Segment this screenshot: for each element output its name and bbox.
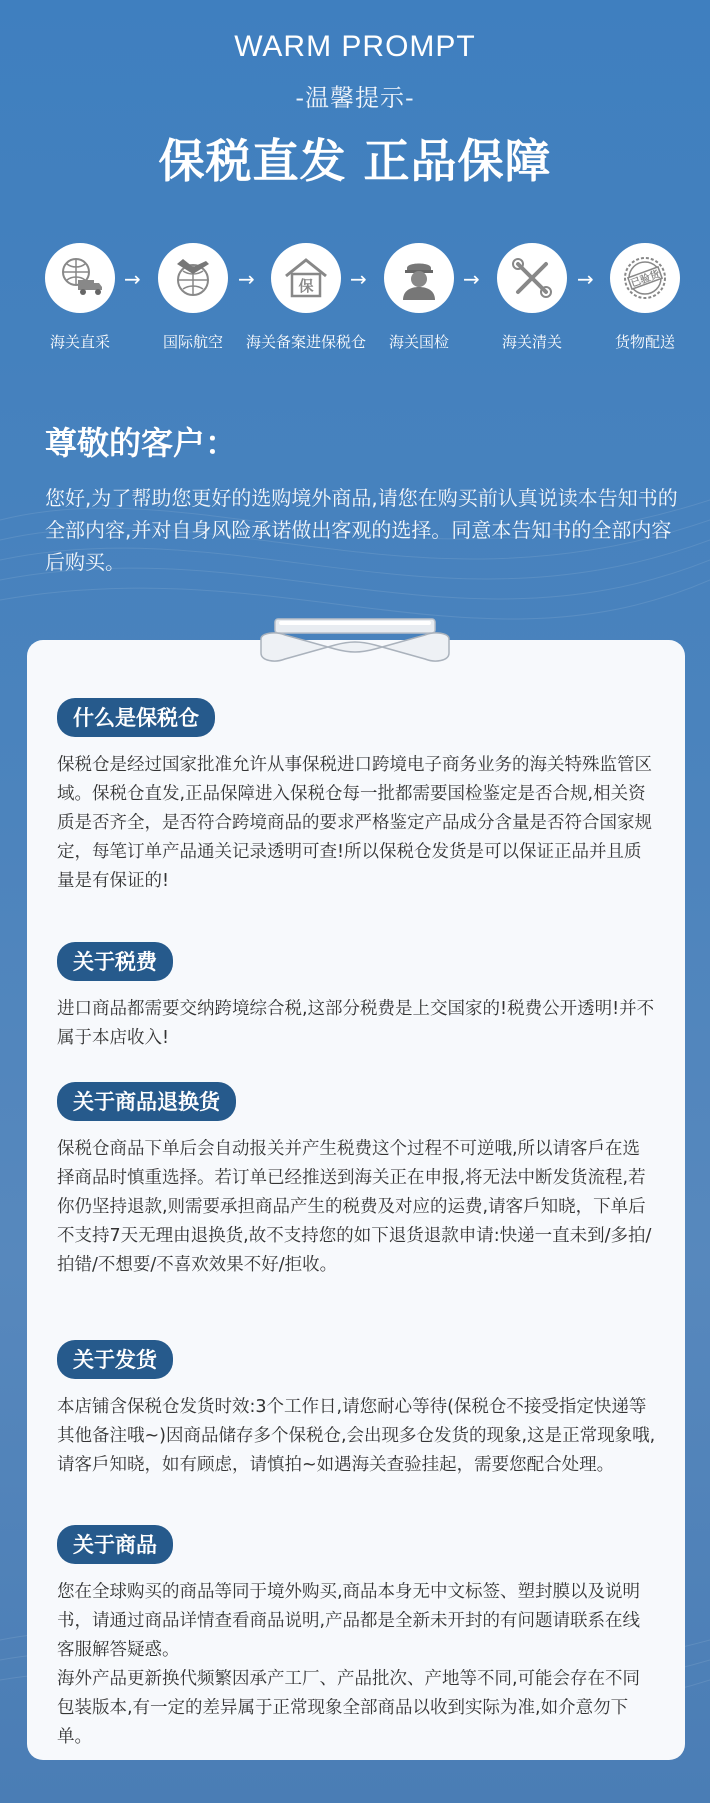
step-bonded-warehouse: [241, 243, 371, 352]
step-customs-clearance: [467, 243, 597, 352]
svg-text:已验货: 已验货: [629, 269, 662, 290]
title-cn: -温馨提示-: [295, 84, 415, 112]
section-shipping: [57, 1340, 657, 1480]
svg-text:保: 保: [298, 277, 314, 295]
section-text: 保税仓商品下单后会自动报关并产生税费这个过程不可逆哦,所以请客戶在选择商品时慎重选择。若订单已经推送到海关正在申报,将无法中断发货流程,若你仍坚持退款,则需要承担商品产生的税费及对应的运费,请客戶知晓，下单后不支持7天无理由退换货,故不支持您的如下退货退款申请:快递一直未到/多拍/拍错/不想要/不喜欢效果不好/拒收。: [57, 1139, 652, 1275]
step-label: 海关备案进保税仓: [245, 333, 366, 351]
process-steps: [0, 243, 710, 353]
step-international-air: [128, 243, 258, 352]
delivery-stamp-icon: [621, 254, 669, 302]
section-title: 关于发货: [57, 1340, 173, 1379]
step-label: 海关国检: [388, 333, 449, 351]
greeting: [45, 418, 685, 578]
inspector-icon: [395, 254, 443, 302]
notice-card: [27, 640, 685, 1760]
section-bonded-warehouse: [57, 698, 657, 896]
section-title: 关于商品: [57, 1525, 173, 1564]
step-delivery: [580, 243, 710, 352]
arrow-icon: →: [350, 267, 367, 291]
section-text: 本店铺含保税仓发货时效:3个工作日,请您耐心等待(保税仓不接受指定快递等其他备注哦~)因商品储存多个保税仓,会出现多仓发货的现象,这是正常现象哦,请客戶知晓，如有顾虑，请慎拍~如遇海关查验挂起，需要您配合处理。: [57, 1397, 656, 1475]
section-title: 关于税费: [57, 942, 173, 981]
section-text: 进口商品都需要交纳跨境综合税,这部分税费是上交国家的!税费公开透明!并不属于本店收入!: [57, 999, 655, 1048]
step-label: 海关清关: [501, 333, 562, 351]
section-products: [57, 1525, 657, 1752]
clipboard-clip: [255, 615, 455, 670]
step-customs-purchase: [15, 243, 145, 352]
section-text: 保税仓是经过国家批准允许从事保税进口跨境电子商务业务的海关特殊监管区域。保税仓直发,正品保障进入保税仓每一批都需要国检鉴定是否合规,相关资质是否齐全，是否符合跨境商品的要求严格鉴定产品成分含量是否符合国家规定，每笔订单产品通关记录透明可查!所以保税仓发货是可以保证正品并且质量是有保证的!: [57, 755, 652, 891]
greeting-title: 尊敬的客户：: [45, 424, 238, 462]
section-tax: [57, 942, 657, 1053]
step-label: 海关直采: [49, 333, 110, 351]
airplane-globe-icon: [169, 254, 217, 302]
section-text-2: 海外产品更新换代频繁因承产工厂、产品批次、产地等不同,可能会存在不同包装版本,有一定的差异属于正常现象全部商品以收到实际为准,如介意勿下单。: [57, 1669, 641, 1747]
greeting-text: 您好,为了帮助您更好的选购境外商品,请您在购买前认真说读本告知书的全部内容,并对自身风险承诺做出客观的选择。同意本告知书的全部内容后购买。: [45, 486, 678, 574]
headline: 保税直发 正品保障: [158, 134, 552, 188]
step-customs-inspection: [354, 243, 484, 352]
section-text: 您在全球购买的商品等同于境外购买,商品本身无中文标签、塑封膜以及说明书，请通过商品详情查看商品说明,产品都是全新未开封的有问题请联系在线客服解答疑惑。: [57, 1582, 641, 1660]
title-en: WARM PROMPT: [234, 30, 476, 63]
arrow-icon: →: [577, 267, 594, 291]
step-label: 货物配送: [614, 333, 675, 351]
section-title: 什么是保税仓: [57, 698, 215, 737]
header: [0, 30, 710, 191]
arrow-icon: →: [463, 267, 480, 291]
section-title: 关于商品退换货: [57, 1082, 236, 1121]
arrow-icon: →: [238, 267, 255, 291]
section-returns: [57, 1082, 657, 1280]
step-label: 国际航空: [162, 333, 223, 351]
truck-globe-icon: [56, 254, 104, 302]
customs-clearance-icon: [508, 254, 556, 302]
warehouse-icon: [282, 254, 330, 302]
arrow-icon: →: [124, 267, 141, 291]
